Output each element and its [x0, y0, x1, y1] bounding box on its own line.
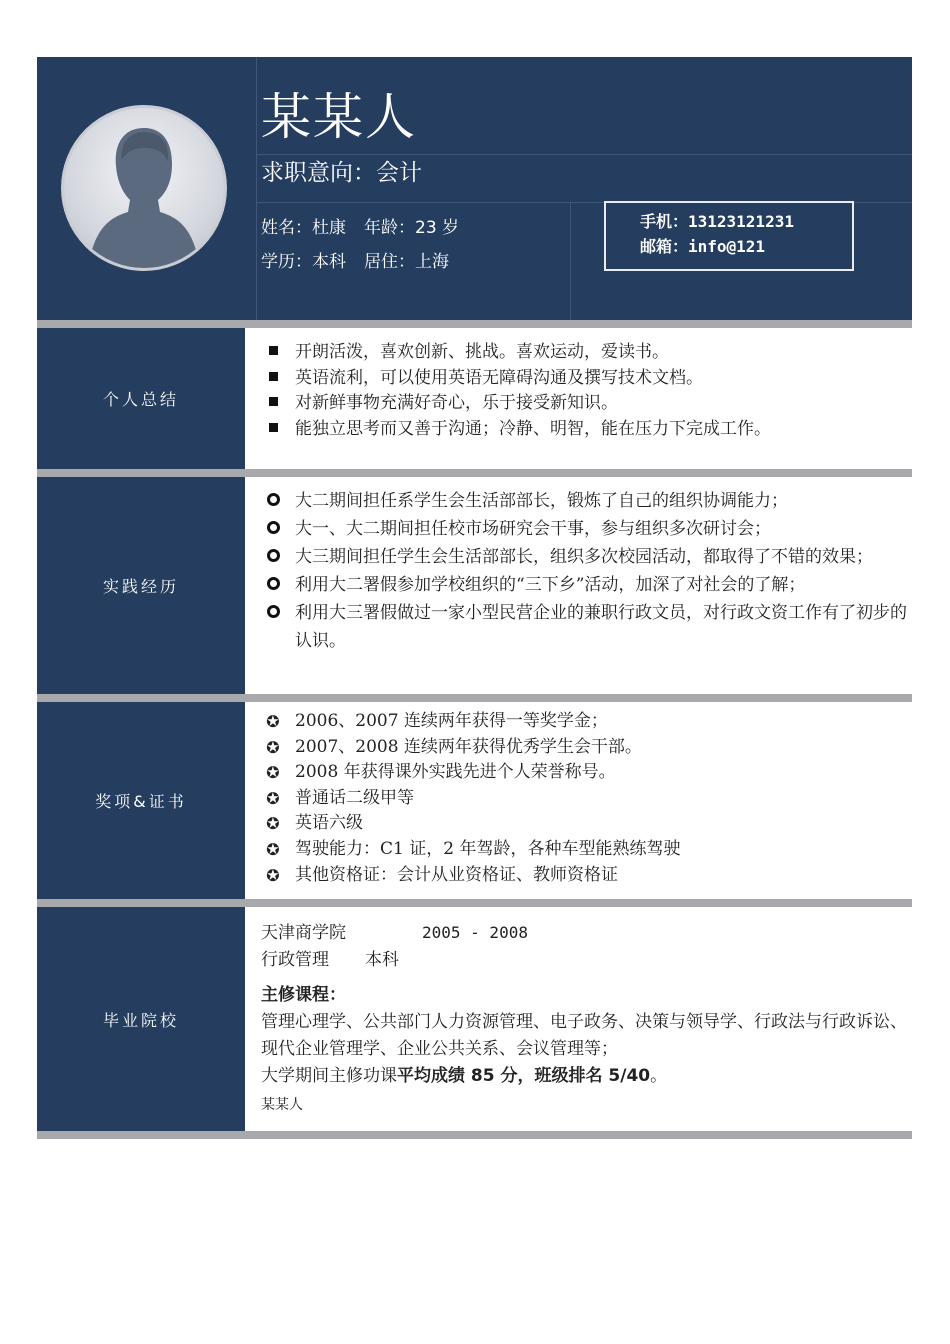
section-divider	[37, 1131, 912, 1139]
school-section	[37, 907, 912, 1131]
phone-field: 手机：13123121231	[640, 212, 794, 231]
awards-section	[37, 702, 912, 899]
list-item: ✪ 驾驶能力：C1 证，2 年驾龄，各种车型能熟练驾驶	[261, 837, 912, 863]
school-row	[261, 919, 912, 947]
star-bullet-icon: ✪	[266, 839, 280, 859]
gpa-line: 大学期间主修功课平均成绩 85 分，班级排名 5/40。	[261, 1066, 668, 1086]
section-divider	[37, 694, 912, 702]
major: 行政管理	[261, 950, 329, 970]
list-item: 利用大二署假参加学校组织的“三下乡”活动，加深了对社会的了解；	[261, 571, 908, 599]
summary-section	[37, 328, 912, 469]
residence-field: 居住：上海	[364, 252, 449, 272]
star-bullet-icon: ✪	[266, 788, 280, 808]
list-item: 英语流利，可以使用英语无障碍沟通及撰写技术文档。	[261, 366, 912, 392]
section-divider	[37, 320, 912, 328]
degree: 本科	[365, 950, 399, 970]
user-silhouette-icon	[64, 108, 224, 268]
ring-bullet-icon	[263, 515, 283, 543]
school-years: 2005 - 2008	[422, 923, 528, 942]
list-item: 对新鲜事物充满好奇心，乐于接受新知识。	[261, 391, 912, 417]
square-bullet-icon	[263, 340, 283, 366]
section-divider	[37, 899, 912, 907]
star-bullet-icon: ✪	[266, 763, 280, 783]
practice-section	[37, 477, 912, 694]
list-item: 大二期间担任系学生会生活部部长，锻炼了自己的组织协调能力；	[261, 487, 908, 515]
section-title: 实践经历	[37, 477, 245, 694]
star-bullet-icon: ✪	[266, 737, 280, 757]
ring-bullet-icon	[263, 543, 283, 571]
course-title: 主修课程：	[261, 985, 346, 1005]
list-item: ✪ 其他资格证：会计从业资格证、教师资格证	[261, 863, 912, 889]
square-bullet-icon	[263, 417, 283, 443]
signature: 某某人	[261, 1097, 303, 1113]
list-item: 开朗活泼，喜欢创新、挑战。喜欢运动，爱读书。	[261, 340, 912, 366]
section-divider	[37, 469, 912, 477]
list-item: 大三期间担任学生会生活部部长，组织多次校园活动，都取得了不错的效果；	[261, 543, 908, 571]
name-field: 姓名：杜康	[261, 218, 346, 238]
ring-bullet-icon	[263, 571, 283, 599]
major-row	[261, 947, 912, 974]
divider	[256, 154, 912, 155]
resume	[37, 57, 912, 1139]
ring-bullet-icon	[263, 487, 283, 515]
section-title: 奖项&证书	[37, 702, 245, 899]
contact-box	[604, 201, 854, 271]
info-row-2	[261, 250, 449, 274]
course-list: 管理心理学、公共部门人力资源管理、电子政务、决策与领导学、行政法与行政诉讼、现代企业管理学、企业公共关系、会议管理等；	[261, 1012, 907, 1059]
square-bullet-icon	[263, 391, 283, 417]
school-name: 天津商学院	[261, 923, 346, 943]
square-bullet-icon	[263, 366, 283, 392]
star-bullet-icon: ✪	[266, 865, 280, 885]
section-title: 个人总结	[37, 328, 245, 469]
resume-header	[37, 57, 912, 320]
list-item: ✪ 2006、2007 连续两年获得一等奖学金；	[261, 709, 912, 735]
list-item: ✪ 2008 年获得课外实践先进个人荣誉称号。	[261, 760, 912, 786]
list-item: ✪ 2007、2008 连续两年获得优秀学生会干部。	[261, 735, 912, 761]
list-item: 能独立思考而又善于沟通；冷静、明智，能在压力下完成工作。	[261, 417, 912, 443]
list-item: 利用大三署假做过一家小型民营企业的兼职行政文员，对行政文资工作有了初步的认识。	[261, 599, 908, 655]
star-bullet-icon: ✪	[266, 814, 280, 834]
education-field: 学历：本科	[261, 252, 346, 272]
job-intent: 求职意向：会计	[261, 160, 422, 186]
list-item: 大一、大二期间担任校市场研究会干事，参与组织多次研讨会；	[261, 515, 908, 543]
divider	[256, 57, 257, 320]
list-item: ✪ 英语六级	[261, 811, 912, 837]
age-field: 年龄：23 岁	[364, 218, 460, 238]
info-row-1	[261, 216, 459, 240]
star-bullet-icon: ✪	[266, 712, 280, 731]
section-title: 毕业院校	[37, 907, 245, 1131]
list-item: ✪ 普通话二级甲等	[261, 786, 912, 812]
avatar	[61, 105, 227, 271]
ring-bullet-icon	[263, 599, 283, 627]
divider	[570, 202, 571, 320]
candidate-name: 某某人	[261, 88, 417, 146]
email-field: 邮箱：info@121	[640, 237, 766, 256]
